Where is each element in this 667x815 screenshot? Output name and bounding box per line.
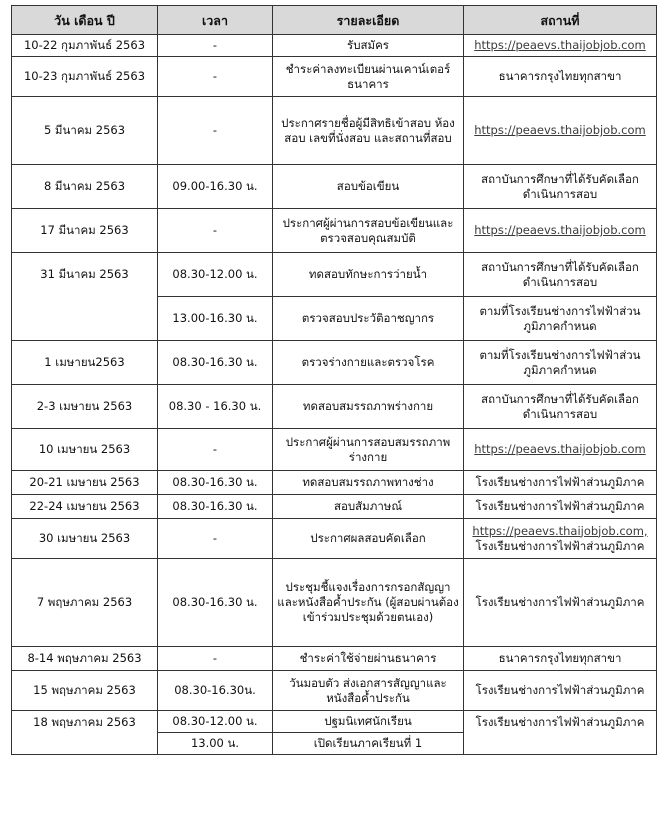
row-time: 08.30-12.00 น. — [158, 711, 273, 733]
row-time: - — [158, 57, 273, 97]
table-row — [12, 519, 657, 559]
table-row — [12, 471, 657, 495]
row-detail: ทดสอบสมรรถภาพร่างกาย — [273, 385, 464, 429]
row-date: 7 พฤษภาคม 2563 — [12, 559, 158, 647]
row-detail: ทดสอบทักษะการว่ายน้ำ — [273, 253, 464, 297]
row-detail: ประกาศผู้ผ่านการสอบข้อเขียนและตรวจสอบคุณสมบัติ — [273, 209, 464, 253]
row-date: 18 พฤษภาคม 2563 — [12, 711, 158, 755]
table-row — [12, 559, 657, 647]
row-place: สถาบันการศึกษาที่ได้รับคัดเลือกดำเนินการสอบ — [464, 165, 657, 209]
row-date: 10-22 กุมภาพันธ์ 2563 — [12, 35, 158, 57]
row-time: 08.30-12.00 น. — [158, 253, 273, 297]
row-time: 13.00 น. — [158, 733, 273, 755]
row-date: 5 มีนาคม 2563 — [12, 97, 158, 165]
header-place: สถานที่ — [464, 6, 657, 35]
row-date: 2-3 เมษายน 2563 — [12, 385, 158, 429]
row-place-stack — [464, 519, 657, 559]
row-detail: ทดสอบสมรรถภาพทางช่าง — [273, 471, 464, 495]
row-time: 08.30-16.30น. — [158, 671, 273, 711]
row-date: 30 เมษายน 2563 — [12, 519, 158, 559]
row-detail: สอบข้อเขียน — [273, 165, 464, 209]
row-detail: ประชุมชี้แจงเรื่องการกรอกสัญญาและหนังสือค้ำประกัน (ผู้สอบผ่านต้องเข้าร่วมประชุมด้วยตนเอง) — [273, 559, 464, 647]
row-date: 10 เมษายน 2563 — [12, 429, 158, 471]
row-date: 1 เมษายน2563 — [12, 341, 158, 385]
row-date: 22-24 เมษายน 2563 — [12, 495, 158, 519]
table-row — [12, 341, 657, 385]
row-place: โรงเรียนช่างการไฟฟ้าส่วนภูมิภาค — [464, 711, 657, 755]
row-date: 31 มีนาคม 2563 — [12, 253, 158, 341]
row-time: 08.30-16.30 น. — [158, 559, 273, 647]
row-place-link[interactable]: https://peaevs.thaijobjob.com — [464, 429, 657, 471]
row-time: 08.30 - 16.30 น. — [158, 385, 273, 429]
row-place: โรงเรียนช่างการไฟฟ้าส่วนภูมิภาค — [464, 495, 657, 519]
row-detail: ประกาศผลสอบคัดเลือก — [273, 519, 464, 559]
row-place: สถาบันการศึกษาที่ได้รับคัดเลือกดำเนินการสอบ — [464, 385, 657, 429]
row-time: - — [158, 519, 273, 559]
schedule-table — [11, 5, 657, 755]
row-place: ตามที่โรงเรียนช่างการไฟฟ้าส่วนภูมิภาคกำหนด — [464, 297, 657, 341]
row-detail: ประกาศผู้ผ่านการสอบสมรรถภาพร่างกาย — [273, 429, 464, 471]
row-date: 17 มีนาคม 2563 — [12, 209, 158, 253]
row-detail: วันมอบตัว ส่งเอกสารสัญญาและหนังสือค้ำประกัน — [273, 671, 464, 711]
table-row — [12, 35, 657, 57]
row-time: - — [158, 35, 273, 57]
row-time: 13.00-16.30 น. — [158, 297, 273, 341]
row-detail: ตรวจร่างกายและตรวจโรค — [273, 341, 464, 385]
row-time: - — [158, 429, 273, 471]
header-detail: รายละเอียด — [273, 6, 464, 35]
row-detail: ชำระค่าใช้จ่ายผ่านธนาคาร — [273, 647, 464, 671]
row-place: โรงเรียนช่างการไฟฟ้าส่วนภูมิภาค — [475, 538, 645, 553]
row-detail: รับสมัคร — [273, 35, 464, 57]
row-date: 15 พฤษภาคม 2563 — [12, 671, 158, 711]
row-place: ธนาคารกรุงไทยทุกสาขา — [464, 647, 657, 671]
row-date: 8 มีนาคม 2563 — [12, 165, 158, 209]
row-place: สถาบันการศึกษาที่ได้รับคัดเลือกดำเนินการสอบ — [464, 253, 657, 297]
row-place: โรงเรียนช่างการไฟฟ้าส่วนภูมิภาค — [464, 559, 657, 647]
row-place: โรงเรียนช่างการไฟฟ้าส่วนภูมิภาค — [464, 471, 657, 495]
row-time: - — [158, 97, 273, 165]
row-time: 08.30-16.30 น. — [158, 341, 273, 385]
row-time: 08.30-16.30 น. — [158, 495, 273, 519]
row-date: 10-23 กุมภาพันธ์ 2563 — [12, 57, 158, 97]
row-place: โรงเรียนช่างการไฟฟ้าส่วนภูมิภาค — [464, 671, 657, 711]
table-header-row — [12, 6, 657, 35]
row-detail: ตรวจสอบประวัติอาชญากร — [273, 297, 464, 341]
row-time: 09.00-16.30 น. — [158, 165, 273, 209]
row-detail: ชำระค่าลงทะเบียนผ่านเคาน์เตอร์ธนาคาร — [273, 57, 464, 97]
row-time: - — [158, 647, 273, 671]
row-place-link[interactable]: https://peaevs.thaijobjob.com, — [472, 523, 648, 538]
row-place: ธนาคารกรุงไทยทุกสาขา — [464, 57, 657, 97]
row-time: 08.30-16.30 น. — [158, 471, 273, 495]
table-row — [12, 671, 657, 711]
row-time: - — [158, 209, 273, 253]
table-row — [12, 253, 657, 297]
table-row — [12, 385, 657, 429]
row-date: 20-21 เมษายน 2563 — [12, 471, 158, 495]
row-place-link[interactable]: https://peaevs.thaijobjob.com — [464, 209, 657, 253]
table-row — [12, 57, 657, 97]
table-row — [12, 209, 657, 253]
row-detail: สอบสัมภาษณ์ — [273, 495, 464, 519]
table-row — [12, 647, 657, 671]
table-row — [12, 165, 657, 209]
row-detail: เปิดเรียนภาคเรียนที่ 1 — [273, 733, 464, 755]
row-detail: ประกาศรายชื่อผู้มีสิทธิเข้าสอบ ห้องสอบ เลขที่นั่งสอบ และสถานที่สอบ — [273, 97, 464, 165]
table-row — [12, 711, 657, 733]
header-date: วัน เดือน ปี — [12, 6, 158, 35]
row-place-link[interactable]: https://peaevs.thaijobjob.com — [464, 35, 657, 57]
row-detail: ปฐมนิเทศนักเรียน — [273, 711, 464, 733]
row-place-link[interactable]: https://peaevs.thaijobjob.com — [464, 97, 657, 165]
table-row — [12, 97, 657, 165]
row-place: ตามที่โรงเรียนช่างการไฟฟ้าส่วนภูมิภาคกำหนด — [464, 341, 657, 385]
table-row — [12, 429, 657, 471]
header-time: เวลา — [158, 6, 273, 35]
table-row — [12, 495, 657, 519]
row-date: 8-14 พฤษภาคม 2563 — [12, 647, 158, 671]
